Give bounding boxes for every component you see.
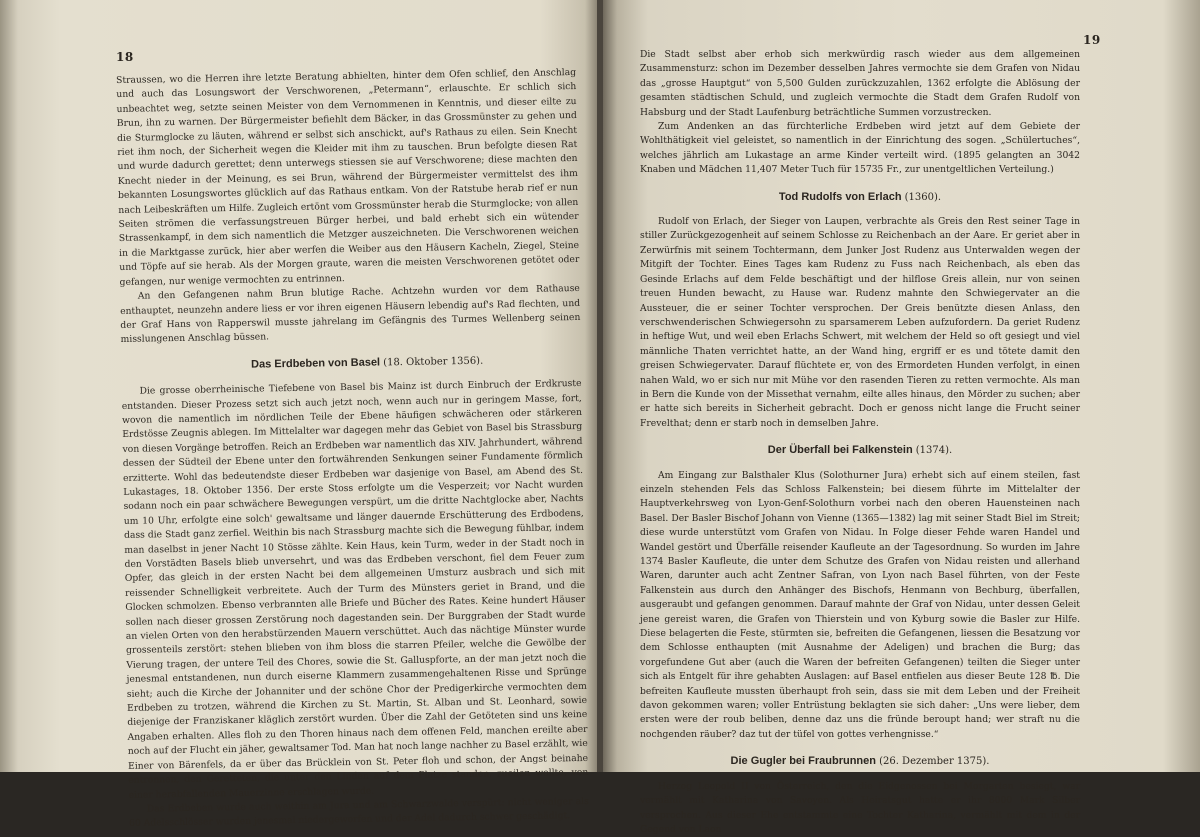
heading-date: (18. Oktober 1356). [383, 355, 484, 369]
heading-date: (1374). [915, 445, 953, 457]
section-heading [251, 352, 581, 373]
page-number: 18 [116, 50, 134, 64]
heading-title: Der Überfall bei Falkenstein [767, 444, 913, 457]
text-column [640, 48, 1080, 837]
paragraph: Rudolf von Erlach, der Sieger von Laupen, verbrachte als Greis den Rest seiner Tage in stiller Zurückgezogenheit auf seinem Schlosse zu Reichenbach an der Aare. Er geriet aber in Zerwürfnis mit seinem Tochtermann, dem Junker Jost Rudenz aus Unterwalden wegen der Mitgift der Tochter. Eines Tages kam Rudenz zu Fuss nach Reichenbach, als eben das Gesinde Erlachs auf dem Felde beschäftigt und der hilflose Greis allein, nur von seinen treuen Hunden bewacht, zu Hause war. Rudenz mahnte den Schwiegervater an die Aussteuer, die er seiner Tochter versprochen. Der Greis benützte diesen Anlass, den verschwenderischen Schwiegersohn zu sparsamerem Leben aufzufordern. Da geriet Rudenz in heftige Wut, und weil eben Erlachs Schwert, mit welchem der Held so oft gesiegt und viel männliche Thaten verrichtet hatte, an der Wand hing, ergriff er es und tötete damit den greisen Schwiegervater. Darauf flüchtete er, von des Ermordeten Hunden verfolgt, in einen nahen Wald, wo er sich nur mit Mühe vor den rasenden Tieren zu retten vermochte. Als man in Bern die Kunde von der Missethat vernahm, eilte alles hinaus, den Mörder zu suchen; aber er hatte sich bereits in Sicherheit gebracht. Doch er genoss nicht lange die Frucht seiner Frevelthat; denn er starb noch in demselben Jahre. [640, 216, 1080, 429]
text-column [116, 66, 589, 832]
paragraph: Herzog Leopold II von Österreich, den die Eidgenossen bei Morgarten besiegt, war vermählt mit Katharina von Savoyen. Als Heiratsgut hatte er ihr 8000 Mark Silber versprochen. Aus dieser Ehe entstammte eine Tochter Katharina, vermählt mit dem in der Gegend von Laon [640, 780, 1080, 835]
paragraph: Am Eingang zur Balsthaler Klus (Solothurner Jura) erhebt sich auf einem steilen, fast einzeln stehenden Fels das Schloss Falkenstein; bei diesem führte im Mittelalter der Hauptverkehrsweg von Lyon-Genf-Solothurn vorbei nach den oberen Hauensteinen nach Basel. Der Basler Bischof Johann von Vienne (1365—1382) lag mit seiner Stadt Biel im Streit; diese wurde unterstützt vom Grafen von Nidau. In Folge dieser Fehde waren Handel und Wandel gestört und Überfälle reisender Kaufleute an der Tagesordnung. So wurden im Jahre 1374 Basler Kaufleute, die unter dem Schutze des Grafen von Nidau reisten und allerhand Waren, darunter auch acht Zentner Safran, von Lyon nach Basel führten, von der Feste Falkenstein aus durch den Anhänger des Bischofs, Henmann von Bechburg, überfallen, ausgeraubt und gefangen genommen. Darauf mahnte der Graf von Nidau, unter dessen Geleit jene gereist waren, die Grafen von Thierstein und von Kyburg sowie die Basler zur Hilfe. Diese belagerten die Feste, stürmten sie, befreiten die Gefangenen, liessen die Besatzung vor dem Schlosse enthaupten (mit Ausnahme der Adeligen) und brachen die Burg; das vorgefundene Gut aber (auch die Waren der befreiten Gefangenen) teilten die Sieger unter sich als Entgelt für ihre gehabten Auslagen: auf Basel entfielen aus dieser Beute 128 ℔. Die befreiten Kaufleute mussten überhaupt froh sein, dass sie mit dem Leben und der Freiheit davon gekommen waren; voller Entrüstung beklagten sie sich daher: „Uns were lieber, dem ersten were der roub beliben, denne daz uns die fründe beroupt hand; wer straft nu die nochgenden räuber? daz tut der tüfel von gottes verhengnisse.“ [640, 469, 1080, 740]
section-heading [640, 443, 1080, 458]
heading-title: Tod Rudolfs von Erlach [778, 190, 902, 203]
paragraph: Die grosse oberrheinische Tiefebene von Basel bis Mainz ist durch Einbruch der Erdkruste entstanden. Dieser Prozess setzt sich auch jetzt noch, wenn auch nur in geringem Masse, fort, wovon die namentlich im nördlichen Teile der Ebene häufigen schwächeren oder stärkeren Erdstösse Zeugnis ablegen. Im Mittelalter war dagegen mehr das Gebiet von Basel bis Strassburg von diesen Vorgänge betroffen. Reich an Erdbeben war namentlich das XIV. Jahrhundert, während dessen der Südteil der Ebene unter den fortwährenden Senkungen seiner Fundamente förmlich erzitterte. Wohl das bedeutendste dieser Erdbeben war dasjenige von Basel, am Abend des St. Lukastages, 18. Oktober 1356. Der erste Stoss erfolgte um die Vesperzeit; vor Nacht wurden sodann noch ein paar schwächere Bewegungen verspürt, um die dritte Nachtglocke aber, Nachts um 10 Uhr, erfolgte eine solch' gewaltsame und länger dauernde Erschütterung des Erdbodens, dass die Stadt ganz zerfiel. Weithin bis nach Strassburg machte sich die Bewegung fühlbar, indem man daselbst in jener Nacht 10 Stösse zählte. Kein Haus, kein Turm, weder in der Stadt noch in den Vorstädten Basels blieb unversehrt, und was das Erdbeben verschont, fiel dem Feuer zum Opfer, das gleich in der ersten Nacht bei dem allgemeinen Umsturz ausbrach und sich mit reissender Schnelligkeit verbreitete. Auch der Turm des Münsters geriet in Brand, und die Glocken schmolzen. Ebenso verbrannten alle Briefe und Bücher des Rates. Keine hundert Häuser sollen nach dieser grossen Zerstörung noch dagestanden sein. Der Burggraben der Stadt wurde an vielen Orten von den herabstürzenden Mauern verschüttet. Auch das nächtige Münster wurde grossenteils zerstört: stehen blieben von ihm bloss die starren Pfeiler, welche die Gewölbe der Vierung tragen, der untere Teil des Chores, sowie die St. Galluspforte, an der man jetzt noch die jenesmal entstandenen, nun durch eiserne Klammern zusammengehaltenen Risse und Sprünge sieht; auch die Kirche der Johanniter und der schöne Chor der Predigerkirche vermochten dem Erdbeben zu trotzen, während die Kirchen zu St. Martin, St. Alban und St. Leonhard, sowie diejenige der Franziskaner kläglich zerstört wurden. Über die Zahl der Getöteten sind uns keine Angaben erhalten. Alles floh zu den Thoren hinaus nach dem offenen Feld, manchen ereilte aber noch auf der Flucht ein jäher, gewaltsamer Tod. Man hat noch lange nachher zu Basel erzählt, wie Einer von Bärenfels, da er über das Brücklein von St. Peter floh und schon, der Angst beinahe entronnen, den Geretteten, die unter den Linden auf dem Platze standen, zueilen wollte, von einer herabfallenden Mauerzinne erschlagen wurde. [121, 378, 589, 801]
paragraph: An den Gefangenen nahm Brun blutige Rache. Achtzehn wurden vor dem Rathause enthauptet, neunzehn andere liess er vor ihren eigenen Häusern lebendig auf's Rad flechten, und der Graf Hans von Rapperswil musste jahrelang im Gefängnis des Turmes Wellenberg seinen misslungenen Anschlag büssen. [120, 283, 581, 346]
heading-title: Das Erdbeben von Basel [250, 356, 381, 371]
right-page [603, 0, 1200, 835]
section-heading [640, 754, 1080, 769]
paragraph: Das Erdbeben wurde auch weithin am Jura und am Schwarzwalde verspürt: nicht weniger als 60 Adelsschlösser wurden jenesmal niedergeworfen und der Adel dadurch schwer geschädigt. [128, 795, 589, 830]
paragraph: Zum Andenken an das fürchterliche Erdbeben wird jetzt auf dem Gebiete der Wohlthätigkeit viel geleistet, so namentlich in der Einrichtung des sogen. „Schülertuches“, welches jährlich am Lukastage an arme Kinder verteilt wird. (1895 gelangten an 3042 Knaben und Mädchen 11,407 Meter Tuch für 15735 Fr., zur unentgeltlichen Verteilung.) [640, 121, 1080, 176]
paragraph: Straussen, wo die Herren ihre letzte Beratung abhielten, hinter dem Ofen schlief, den Anschlag und auch das Losungswort der Verschworenen, „Petermann“, erlauschte. Er schlich sich unbeachtet weg, setzte seinen Meister von dem Vernommenen in Kenntnis, und dieser eilte zu Brun, ihn zu warnen. Der Bürgermeister befiehlt dem Bäcker, in das Grossmünster zu gehen und die Sturmglocke zu läuten, während er selbst sich anschickt, auf's Rathaus zu eilen. Sein Knecht riet ihm noch, der Sicherheit wegen die Kleider mit ihm zu tauschen. Brun befolgte diesen Rat und wurde dadurch gerettet; denn unterwegs stiessen sie auf Verschworene; diese machten den Knecht nieder in der Meinung, es sei Brun, während der Bürgermeister vermittelst des ihm bekannten Losungswortes glücklich auf das Rathaus entkam. Von der Ratstube herab rief er nun nach Leibeskräften um Hilfe. Zugleich ertönt vom Grossmünster herab die Sturmglocke; von allen Seiten strömen die verfassungstreuen Bürger herbei, und bald erhebt sich ein wütender Strassenkampf, in dem sich namentlich die Metzger auszeichneten. Die Verschworenen weichen in die Marktgasse zurück, hier aber werfen die Weiber aus den Häusern Kacheln, Ziegel, Steine und Töpfe auf sie herab. Als der Morgen graute, waren die meisten Verschworenen getötet oder gefangen, nur wenige vermochten zu entrinnen. [116, 66, 580, 288]
section-heading [640, 190, 1080, 205]
left-page [0, 0, 597, 830]
paragraph: Die Stadt selbst aber erhob sich merkwürdig rasch wieder aus dem allgemeinen Zusammensturz: schon im Dezember desselben Jahres vermochte sie dem Grafen von Nidau das „grosse Hauptgut“ von 5,500 Gulden zurückzuzahlen, 1362 erfolgte die Ablösung der gesamten städtischen Schuld, und zugleich vermochte die Stadt dem Grafen Rudolf von Habsburg und der Stadt Laufenburg beträchtliche Summen vorzustrecken. [640, 49, 1080, 118]
heading-date: (26. Dezember 1375). [879, 756, 990, 768]
heading-date: (1360). [904, 191, 942, 203]
page-number: 19 [1083, 33, 1101, 47]
heading-title: Die Gugler bei Fraubrunnen [730, 755, 876, 768]
